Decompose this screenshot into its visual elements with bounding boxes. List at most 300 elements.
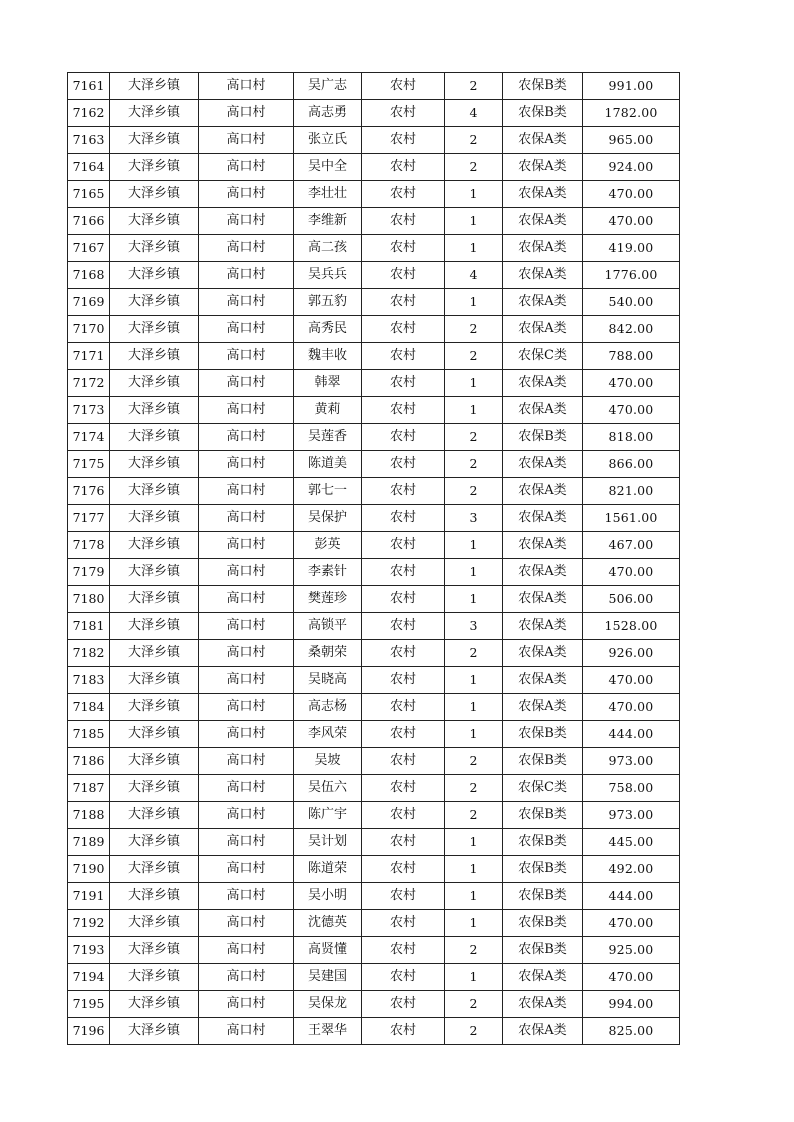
village-cell: 高口村 bbox=[199, 370, 294, 397]
table-row bbox=[68, 775, 680, 802]
member-count-cell: 2 bbox=[445, 991, 503, 1018]
township-cell: 大泽乡镇 bbox=[110, 451, 199, 478]
amount-cell: 1776.00 bbox=[583, 262, 680, 289]
member-count-cell: 1 bbox=[445, 829, 503, 856]
household-type-cell: 农村 bbox=[362, 289, 445, 316]
record-id-cell: 7177 bbox=[68, 505, 110, 532]
township-cell: 大泽乡镇 bbox=[110, 937, 199, 964]
record-id-cell: 7164 bbox=[68, 154, 110, 181]
village-cell: 高口村 bbox=[199, 694, 294, 721]
township-cell: 大泽乡镇 bbox=[110, 667, 199, 694]
member-count-cell: 1 bbox=[445, 208, 503, 235]
member-count-cell: 1 bbox=[445, 559, 503, 586]
township-cell: 大泽乡镇 bbox=[110, 721, 199, 748]
household-type-cell: 农村 bbox=[362, 424, 445, 451]
member-count-cell: 1 bbox=[445, 397, 503, 424]
category-cell: 农保A类 bbox=[503, 559, 583, 586]
table-row bbox=[68, 208, 680, 235]
township-cell: 大泽乡镇 bbox=[110, 613, 199, 640]
township-cell: 大泽乡镇 bbox=[110, 883, 199, 910]
table-row bbox=[68, 343, 680, 370]
household-type-cell: 农村 bbox=[362, 154, 445, 181]
township-cell: 大泽乡镇 bbox=[110, 424, 199, 451]
member-count-cell: 1 bbox=[445, 694, 503, 721]
household-type-cell: 农村 bbox=[362, 640, 445, 667]
amount-cell: 470.00 bbox=[583, 208, 680, 235]
household-type-cell: 农村 bbox=[362, 721, 445, 748]
name-cell: 吴晓高 bbox=[294, 667, 362, 694]
name-cell: 吴保护 bbox=[294, 505, 362, 532]
member-count-cell: 4 bbox=[445, 100, 503, 127]
village-cell: 高口村 bbox=[199, 397, 294, 424]
household-type-cell: 农村 bbox=[362, 829, 445, 856]
amount-cell: 444.00 bbox=[583, 883, 680, 910]
member-count-cell: 2 bbox=[445, 73, 503, 100]
record-id-cell: 7196 bbox=[68, 1018, 110, 1045]
category-cell: 农保A类 bbox=[503, 316, 583, 343]
member-count-cell: 2 bbox=[445, 127, 503, 154]
record-id-cell: 7178 bbox=[68, 532, 110, 559]
category-cell: 农保C类 bbox=[503, 343, 583, 370]
allowance-table bbox=[67, 72, 680, 1045]
table-row bbox=[68, 478, 680, 505]
household-type-cell: 农村 bbox=[362, 883, 445, 910]
category-cell: 农保A类 bbox=[503, 1018, 583, 1045]
household-type-cell: 农村 bbox=[362, 559, 445, 586]
village-cell: 高口村 bbox=[199, 154, 294, 181]
township-cell: 大泽乡镇 bbox=[110, 370, 199, 397]
category-cell: 农保A类 bbox=[503, 127, 583, 154]
name-cell: 陈道美 bbox=[294, 451, 362, 478]
township-cell: 大泽乡镇 bbox=[110, 802, 199, 829]
amount-cell: 994.00 bbox=[583, 991, 680, 1018]
village-cell: 高口村 bbox=[199, 829, 294, 856]
name-cell: 樊莲珍 bbox=[294, 586, 362, 613]
table-row bbox=[68, 964, 680, 991]
amount-cell: 419.00 bbox=[583, 235, 680, 262]
village-cell: 高口村 bbox=[199, 775, 294, 802]
name-cell: 高贤懂 bbox=[294, 937, 362, 964]
amount-cell: 866.00 bbox=[583, 451, 680, 478]
township-cell: 大泽乡镇 bbox=[110, 262, 199, 289]
category-cell: 农保A类 bbox=[503, 478, 583, 505]
record-id-cell: 7193 bbox=[68, 937, 110, 964]
record-id-cell: 7174 bbox=[68, 424, 110, 451]
record-id-cell: 7165 bbox=[68, 181, 110, 208]
township-cell: 大泽乡镇 bbox=[110, 775, 199, 802]
record-id-cell: 7176 bbox=[68, 478, 110, 505]
table-row bbox=[68, 100, 680, 127]
household-type-cell: 农村 bbox=[362, 127, 445, 154]
township-cell: 大泽乡镇 bbox=[110, 478, 199, 505]
amount-cell: 470.00 bbox=[583, 694, 680, 721]
household-type-cell: 农村 bbox=[362, 100, 445, 127]
member-count-cell: 1 bbox=[445, 289, 503, 316]
member-count-cell: 2 bbox=[445, 640, 503, 667]
category-cell: 农保B类 bbox=[503, 748, 583, 775]
village-cell: 高口村 bbox=[199, 613, 294, 640]
amount-cell: 973.00 bbox=[583, 802, 680, 829]
name-cell: 吴伍六 bbox=[294, 775, 362, 802]
name-cell: 吴建国 bbox=[294, 964, 362, 991]
member-count-cell: 1 bbox=[445, 964, 503, 991]
table-row bbox=[68, 154, 680, 181]
amount-cell: 467.00 bbox=[583, 532, 680, 559]
category-cell: 农保B类 bbox=[503, 424, 583, 451]
amount-cell: 991.00 bbox=[583, 73, 680, 100]
member-count-cell: 1 bbox=[445, 532, 503, 559]
table-row bbox=[68, 829, 680, 856]
record-id-cell: 7182 bbox=[68, 640, 110, 667]
table-row bbox=[68, 235, 680, 262]
township-cell: 大泽乡镇 bbox=[110, 208, 199, 235]
village-cell: 高口村 bbox=[199, 856, 294, 883]
amount-cell: 818.00 bbox=[583, 424, 680, 451]
table-row bbox=[68, 181, 680, 208]
record-id-cell: 7187 bbox=[68, 775, 110, 802]
township-cell: 大泽乡镇 bbox=[110, 343, 199, 370]
village-cell: 高口村 bbox=[199, 235, 294, 262]
name-cell: 黄莉 bbox=[294, 397, 362, 424]
amount-cell: 506.00 bbox=[583, 586, 680, 613]
household-type-cell: 农村 bbox=[362, 343, 445, 370]
household-type-cell: 农村 bbox=[362, 73, 445, 100]
table-row bbox=[68, 262, 680, 289]
member-count-cell: 1 bbox=[445, 181, 503, 208]
amount-cell: 1782.00 bbox=[583, 100, 680, 127]
member-count-cell: 3 bbox=[445, 505, 503, 532]
record-id-cell: 7186 bbox=[68, 748, 110, 775]
amount-cell: 445.00 bbox=[583, 829, 680, 856]
household-type-cell: 农村 bbox=[362, 262, 445, 289]
member-count-cell: 1 bbox=[445, 910, 503, 937]
name-cell: 高秀民 bbox=[294, 316, 362, 343]
name-cell: 沈德英 bbox=[294, 910, 362, 937]
amount-cell: 470.00 bbox=[583, 370, 680, 397]
name-cell: 吴中全 bbox=[294, 154, 362, 181]
table-row bbox=[68, 991, 680, 1018]
record-id-cell: 7181 bbox=[68, 613, 110, 640]
name-cell: 彭英 bbox=[294, 532, 362, 559]
name-cell: 韩翠 bbox=[294, 370, 362, 397]
township-cell: 大泽乡镇 bbox=[110, 1018, 199, 1045]
table-row bbox=[68, 802, 680, 829]
category-cell: 农保C类 bbox=[503, 775, 583, 802]
household-type-cell: 农村 bbox=[362, 586, 445, 613]
record-id-cell: 7166 bbox=[68, 208, 110, 235]
table-body bbox=[68, 73, 680, 1045]
category-cell: 农保B类 bbox=[503, 100, 583, 127]
category-cell: 农保A类 bbox=[503, 154, 583, 181]
amount-cell: 1561.00 bbox=[583, 505, 680, 532]
member-count-cell: 2 bbox=[445, 937, 503, 964]
table-row bbox=[68, 1018, 680, 1045]
category-cell: 农保A类 bbox=[503, 397, 583, 424]
township-cell: 大泽乡镇 bbox=[110, 73, 199, 100]
category-cell: 农保A类 bbox=[503, 586, 583, 613]
member-count-cell: 2 bbox=[445, 451, 503, 478]
village-cell: 高口村 bbox=[199, 451, 294, 478]
category-cell: 农保A类 bbox=[503, 235, 583, 262]
record-id-cell: 7195 bbox=[68, 991, 110, 1018]
household-type-cell: 农村 bbox=[362, 370, 445, 397]
table-row bbox=[68, 856, 680, 883]
amount-cell: 470.00 bbox=[583, 910, 680, 937]
household-type-cell: 农村 bbox=[362, 613, 445, 640]
township-cell: 大泽乡镇 bbox=[110, 991, 199, 1018]
name-cell: 张立氏 bbox=[294, 127, 362, 154]
table-row bbox=[68, 937, 680, 964]
township-cell: 大泽乡镇 bbox=[110, 586, 199, 613]
category-cell: 农保A类 bbox=[503, 451, 583, 478]
amount-cell: 788.00 bbox=[583, 343, 680, 370]
household-type-cell: 农村 bbox=[362, 451, 445, 478]
township-cell: 大泽乡镇 bbox=[110, 316, 199, 343]
household-type-cell: 农村 bbox=[362, 910, 445, 937]
table-row bbox=[68, 424, 680, 451]
member-count-cell: 2 bbox=[445, 478, 503, 505]
village-cell: 高口村 bbox=[199, 262, 294, 289]
village-cell: 高口村 bbox=[199, 289, 294, 316]
household-type-cell: 农村 bbox=[362, 235, 445, 262]
category-cell: 农保A类 bbox=[503, 640, 583, 667]
member-count-cell: 2 bbox=[445, 154, 503, 181]
amount-cell: 470.00 bbox=[583, 667, 680, 694]
township-cell: 大泽乡镇 bbox=[110, 235, 199, 262]
record-id-cell: 7175 bbox=[68, 451, 110, 478]
table-row bbox=[68, 748, 680, 775]
name-cell: 王翠华 bbox=[294, 1018, 362, 1045]
name-cell: 魏丰收 bbox=[294, 343, 362, 370]
category-cell: 农保A类 bbox=[503, 181, 583, 208]
name-cell: 吴兵兵 bbox=[294, 262, 362, 289]
category-cell: 农保A类 bbox=[503, 964, 583, 991]
table-row bbox=[68, 73, 680, 100]
table-row bbox=[68, 289, 680, 316]
village-cell: 高口村 bbox=[199, 991, 294, 1018]
record-id-cell: 7163 bbox=[68, 127, 110, 154]
table-row bbox=[68, 370, 680, 397]
record-id-cell: 7161 bbox=[68, 73, 110, 100]
name-cell: 高志杨 bbox=[294, 694, 362, 721]
township-cell: 大泽乡镇 bbox=[110, 181, 199, 208]
member-count-cell: 2 bbox=[445, 802, 503, 829]
member-count-cell: 1 bbox=[445, 667, 503, 694]
household-type-cell: 农村 bbox=[362, 991, 445, 1018]
category-cell: 农保B类 bbox=[503, 721, 583, 748]
township-cell: 大泽乡镇 bbox=[110, 856, 199, 883]
table-row bbox=[68, 505, 680, 532]
amount-cell: 926.00 bbox=[583, 640, 680, 667]
township-cell: 大泽乡镇 bbox=[110, 748, 199, 775]
household-type-cell: 农村 bbox=[362, 316, 445, 343]
village-cell: 高口村 bbox=[199, 73, 294, 100]
village-cell: 高口村 bbox=[199, 586, 294, 613]
name-cell: 吴保龙 bbox=[294, 991, 362, 1018]
record-id-cell: 7179 bbox=[68, 559, 110, 586]
record-id-cell: 7168 bbox=[68, 262, 110, 289]
household-type-cell: 农村 bbox=[362, 694, 445, 721]
record-id-cell: 7194 bbox=[68, 964, 110, 991]
township-cell: 大泽乡镇 bbox=[110, 964, 199, 991]
household-type-cell: 农村 bbox=[362, 208, 445, 235]
township-cell: 大泽乡镇 bbox=[110, 289, 199, 316]
record-id-cell: 7185 bbox=[68, 721, 110, 748]
category-cell: 农保B类 bbox=[503, 856, 583, 883]
name-cell: 高二孩 bbox=[294, 235, 362, 262]
member-count-cell: 1 bbox=[445, 721, 503, 748]
township-cell: 大泽乡镇 bbox=[110, 100, 199, 127]
household-type-cell: 农村 bbox=[362, 775, 445, 802]
category-cell: 农保A类 bbox=[503, 208, 583, 235]
village-cell: 高口村 bbox=[199, 316, 294, 343]
amount-cell: 973.00 bbox=[583, 748, 680, 775]
village-cell: 高口村 bbox=[199, 100, 294, 127]
village-cell: 高口村 bbox=[199, 1018, 294, 1045]
township-cell: 大泽乡镇 bbox=[110, 505, 199, 532]
record-id-cell: 7173 bbox=[68, 397, 110, 424]
member-count-cell: 2 bbox=[445, 1018, 503, 1045]
category-cell: 农保A类 bbox=[503, 694, 583, 721]
record-id-cell: 7169 bbox=[68, 289, 110, 316]
member-count-cell: 1 bbox=[445, 586, 503, 613]
member-count-cell: 1 bbox=[445, 883, 503, 910]
village-cell: 高口村 bbox=[199, 964, 294, 991]
village-cell: 高口村 bbox=[199, 208, 294, 235]
record-id-cell: 7191 bbox=[68, 883, 110, 910]
amount-cell: 492.00 bbox=[583, 856, 680, 883]
table-row bbox=[68, 883, 680, 910]
record-id-cell: 7192 bbox=[68, 910, 110, 937]
table-row bbox=[68, 640, 680, 667]
village-cell: 高口村 bbox=[199, 343, 294, 370]
household-type-cell: 农村 bbox=[362, 181, 445, 208]
village-cell: 高口村 bbox=[199, 748, 294, 775]
amount-cell: 965.00 bbox=[583, 127, 680, 154]
name-cell: 吴小明 bbox=[294, 883, 362, 910]
township-cell: 大泽乡镇 bbox=[110, 532, 199, 559]
name-cell: 吴坡 bbox=[294, 748, 362, 775]
name-cell: 李风荣 bbox=[294, 721, 362, 748]
category-cell: 农保B类 bbox=[503, 910, 583, 937]
village-cell: 高口村 bbox=[199, 721, 294, 748]
member-count-cell: 1 bbox=[445, 856, 503, 883]
member-count-cell: 2 bbox=[445, 748, 503, 775]
record-id-cell: 7172 bbox=[68, 370, 110, 397]
amount-cell: 470.00 bbox=[583, 181, 680, 208]
name-cell: 高志勇 bbox=[294, 100, 362, 127]
category-cell: 农保B类 bbox=[503, 829, 583, 856]
member-count-cell: 2 bbox=[445, 775, 503, 802]
name-cell: 郭七一 bbox=[294, 478, 362, 505]
member-count-cell: 2 bbox=[445, 424, 503, 451]
table-row bbox=[68, 694, 680, 721]
household-type-cell: 农村 bbox=[362, 397, 445, 424]
village-cell: 高口村 bbox=[199, 478, 294, 505]
household-type-cell: 农村 bbox=[362, 505, 445, 532]
village-cell: 高口村 bbox=[199, 424, 294, 451]
category-cell: 农保A类 bbox=[503, 613, 583, 640]
member-count-cell: 4 bbox=[445, 262, 503, 289]
table-row bbox=[68, 721, 680, 748]
amount-cell: 470.00 bbox=[583, 559, 680, 586]
category-cell: 农保A类 bbox=[503, 289, 583, 316]
village-cell: 高口村 bbox=[199, 883, 294, 910]
table-row bbox=[68, 559, 680, 586]
village-cell: 高口村 bbox=[199, 505, 294, 532]
category-cell: 农保A类 bbox=[503, 262, 583, 289]
household-type-cell: 农村 bbox=[362, 1018, 445, 1045]
record-id-cell: 7170 bbox=[68, 316, 110, 343]
amount-cell: 444.00 bbox=[583, 721, 680, 748]
amount-cell: 925.00 bbox=[583, 937, 680, 964]
household-type-cell: 农村 bbox=[362, 748, 445, 775]
village-cell: 高口村 bbox=[199, 910, 294, 937]
household-type-cell: 农村 bbox=[362, 532, 445, 559]
village-cell: 高口村 bbox=[199, 559, 294, 586]
record-id-cell: 7167 bbox=[68, 235, 110, 262]
table-row bbox=[68, 667, 680, 694]
village-cell: 高口村 bbox=[199, 127, 294, 154]
township-cell: 大泽乡镇 bbox=[110, 559, 199, 586]
category-cell: 农保B类 bbox=[503, 73, 583, 100]
amount-cell: 470.00 bbox=[583, 397, 680, 424]
household-type-cell: 农村 bbox=[362, 856, 445, 883]
record-id-cell: 7183 bbox=[68, 667, 110, 694]
table-row bbox=[68, 316, 680, 343]
category-cell: 农保B类 bbox=[503, 937, 583, 964]
household-type-cell: 农村 bbox=[362, 478, 445, 505]
amount-cell: 540.00 bbox=[583, 289, 680, 316]
record-id-cell: 7189 bbox=[68, 829, 110, 856]
table-row bbox=[68, 127, 680, 154]
category-cell: 农保B类 bbox=[503, 802, 583, 829]
amount-cell: 821.00 bbox=[583, 478, 680, 505]
village-cell: 高口村 bbox=[199, 937, 294, 964]
table-row bbox=[68, 586, 680, 613]
name-cell: 李素针 bbox=[294, 559, 362, 586]
amount-cell: 1528.00 bbox=[583, 613, 680, 640]
township-cell: 大泽乡镇 bbox=[110, 694, 199, 721]
township-cell: 大泽乡镇 bbox=[110, 829, 199, 856]
record-id-cell: 7188 bbox=[68, 802, 110, 829]
category-cell: 农保A类 bbox=[503, 667, 583, 694]
township-cell: 大泽乡镇 bbox=[110, 127, 199, 154]
category-cell: 农保A类 bbox=[503, 991, 583, 1018]
village-cell: 高口村 bbox=[199, 640, 294, 667]
amount-cell: 825.00 bbox=[583, 1018, 680, 1045]
amount-cell: 758.00 bbox=[583, 775, 680, 802]
record-id-cell: 7162 bbox=[68, 100, 110, 127]
name-cell: 郭五豹 bbox=[294, 289, 362, 316]
name-cell: 高锁平 bbox=[294, 613, 362, 640]
name-cell: 吴计划 bbox=[294, 829, 362, 856]
category-cell: 农保A类 bbox=[503, 505, 583, 532]
record-id-cell: 7171 bbox=[68, 343, 110, 370]
record-id-cell: 7184 bbox=[68, 694, 110, 721]
table-row bbox=[68, 613, 680, 640]
township-cell: 大泽乡镇 bbox=[110, 154, 199, 181]
member-count-cell: 1 bbox=[445, 235, 503, 262]
household-type-cell: 农村 bbox=[362, 937, 445, 964]
member-count-cell: 3 bbox=[445, 613, 503, 640]
table-row bbox=[68, 451, 680, 478]
township-cell: 大泽乡镇 bbox=[110, 910, 199, 937]
category-cell: 农保A类 bbox=[503, 370, 583, 397]
township-cell: 大泽乡镇 bbox=[110, 640, 199, 667]
amount-cell: 470.00 bbox=[583, 964, 680, 991]
table-row bbox=[68, 532, 680, 559]
